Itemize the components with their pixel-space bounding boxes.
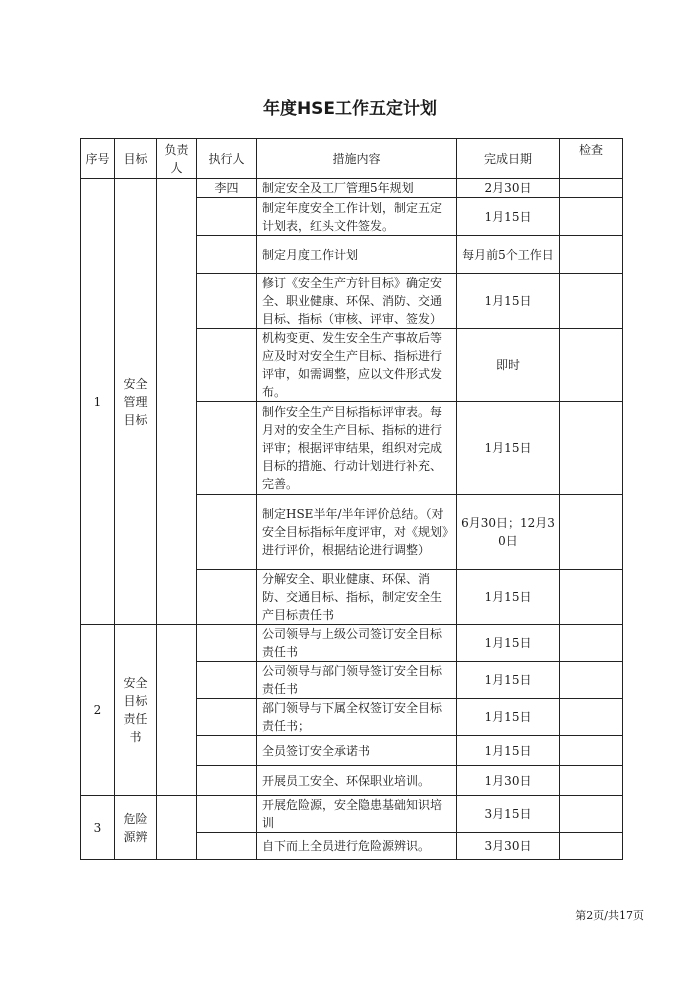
goal-cell	[115, 179, 157, 625]
measure-cell: 制作安全生产目标指标评审表。每月对的安全生产目标、指标的进行评审；根据评审结果，组织对完成目标的措施、行动计划进行补充、完善。	[257, 402, 457, 495]
measure-cell: 公司领导与上级公司签订安全目标责任书	[257, 625, 457, 662]
measure-cell: 开展危险源，安全隐患基础知识培训	[257, 796, 457, 833]
measure-cell: 自下而上全员进行危险源辨识。	[257, 833, 457, 860]
check-cell	[560, 625, 623, 662]
header-owner: 负责人	[157, 139, 197, 179]
measure-cell: 分解安全、职业健康、环保、消防、交通目标、指标，制定安全生产目标责任书	[257, 570, 457, 625]
date-cell: 每月前5个工作日	[457, 236, 560, 274]
owner-cell	[157, 179, 197, 625]
date-cell: 1月15日	[457, 570, 560, 625]
check-cell	[560, 198, 623, 236]
goal-line: 安全	[123, 676, 148, 690]
check-cell	[560, 796, 623, 833]
executor-cell	[197, 274, 257, 329]
header-seq: 序号	[81, 139, 115, 179]
seq-cell: 1	[81, 179, 115, 625]
goal-line: 书	[129, 730, 142, 744]
executor-cell	[197, 198, 257, 236]
executor-cell	[197, 736, 257, 766]
executor-cell	[197, 766, 257, 796]
seq-cell: 2	[81, 625, 115, 796]
date-cell: 1月15日	[457, 402, 560, 495]
page-footer: 第2页/共17页	[575, 909, 644, 922]
check-cell	[560, 766, 623, 796]
date-cell: 1月15日	[457, 662, 560, 699]
date-cell: 2月30日	[457, 179, 560, 198]
check-cell	[560, 179, 623, 198]
check-cell	[560, 662, 623, 699]
check-cell	[560, 495, 623, 570]
date-cell: 1月15日	[457, 736, 560, 766]
date-cell: 3月30日	[457, 833, 560, 860]
goal-line: 目标	[123, 694, 148, 708]
table-row	[81, 796, 623, 833]
executor-cell	[197, 625, 257, 662]
date-cell: 1月15日	[457, 699, 560, 736]
check-cell	[560, 274, 623, 329]
executor-cell	[197, 402, 257, 495]
check-cell	[560, 329, 623, 402]
header-executor: 执行人	[197, 139, 257, 179]
measure-cell: 部门领导与下属全权签订安全目标责任书；	[257, 699, 457, 736]
measure-cell: 制定安全及工厂管理5年规划	[257, 179, 457, 198]
executor-cell	[197, 796, 257, 833]
executor-cell	[197, 833, 257, 860]
measure-cell: 全员签订安全承诺书	[257, 736, 457, 766]
owner-cell	[157, 625, 197, 796]
goal-line: 安全	[123, 376, 148, 391]
table-row	[81, 625, 623, 662]
date-cell: 3月15日	[457, 796, 560, 833]
executor-cell: 李四	[197, 179, 257, 198]
goal-cell	[115, 625, 157, 796]
header-goal: 目标	[115, 139, 157, 179]
executor-cell	[197, 236, 257, 274]
header-row	[81, 139, 623, 179]
document-title: 年度HSE工作五定计划	[262, 99, 438, 119]
goal-line: 目标	[123, 412, 148, 427]
executor-cell	[197, 570, 257, 625]
table-row	[81, 179, 623, 198]
goal-line: 管理	[123, 394, 148, 409]
executor-cell	[197, 495, 257, 570]
owner-cell	[157, 796, 197, 860]
check-cell	[560, 236, 623, 274]
check-cell	[560, 833, 623, 860]
goal-line: 危险	[123, 811, 148, 826]
measure-cell: 制定月度工作计划	[257, 236, 457, 274]
goal-line: 责任	[123, 712, 148, 726]
executor-cell	[197, 329, 257, 402]
check-cell	[560, 736, 623, 766]
date-cell: 1月15日	[457, 274, 560, 329]
date-cell: 1月15日	[457, 625, 560, 662]
seq-cell: 3	[81, 796, 115, 860]
measure-cell: 公司领导与部门领导签订安全目标责任书	[257, 662, 457, 699]
header-measure: 措施内容	[257, 139, 457, 179]
goal-line: 源辨	[123, 829, 148, 844]
measure-cell: 制定年度安全工作计划，制定五定计划表，红头文件签发。	[257, 198, 457, 236]
header-date: 完成日期	[457, 139, 560, 179]
check-cell	[560, 402, 623, 495]
measure-cell: 制定HSE半年/半年评价总结。（对安全目标指标年度评审，对《规划》进行评价，根据结论进行调整）	[257, 495, 457, 570]
executor-cell	[197, 699, 257, 736]
measure-cell: 开展员工安全、环保职业培训。	[257, 766, 457, 796]
goal-cell	[115, 796, 157, 860]
date-cell: 1月30日	[457, 766, 560, 796]
header-check: 检查	[560, 139, 623, 179]
date-cell: 1月15日	[457, 198, 560, 236]
measure-cell: 修订《安全生产方针目标》确定安全、职业健康、环保、消防、交通目标、指标（审核、评审、签发）	[257, 274, 457, 329]
executor-cell	[197, 662, 257, 699]
check-cell	[560, 570, 623, 625]
check-cell	[560, 699, 623, 736]
date-cell: 即时	[457, 329, 560, 402]
measure-cell: 机构变更、发生安全生产事故后等应及时对安全生产目标、指标进行评审，如需调整，应以文件形式发布。	[257, 329, 457, 402]
date-cell: 6月30日；12月30日	[457, 495, 560, 570]
hse-plan-table	[80, 138, 623, 860]
